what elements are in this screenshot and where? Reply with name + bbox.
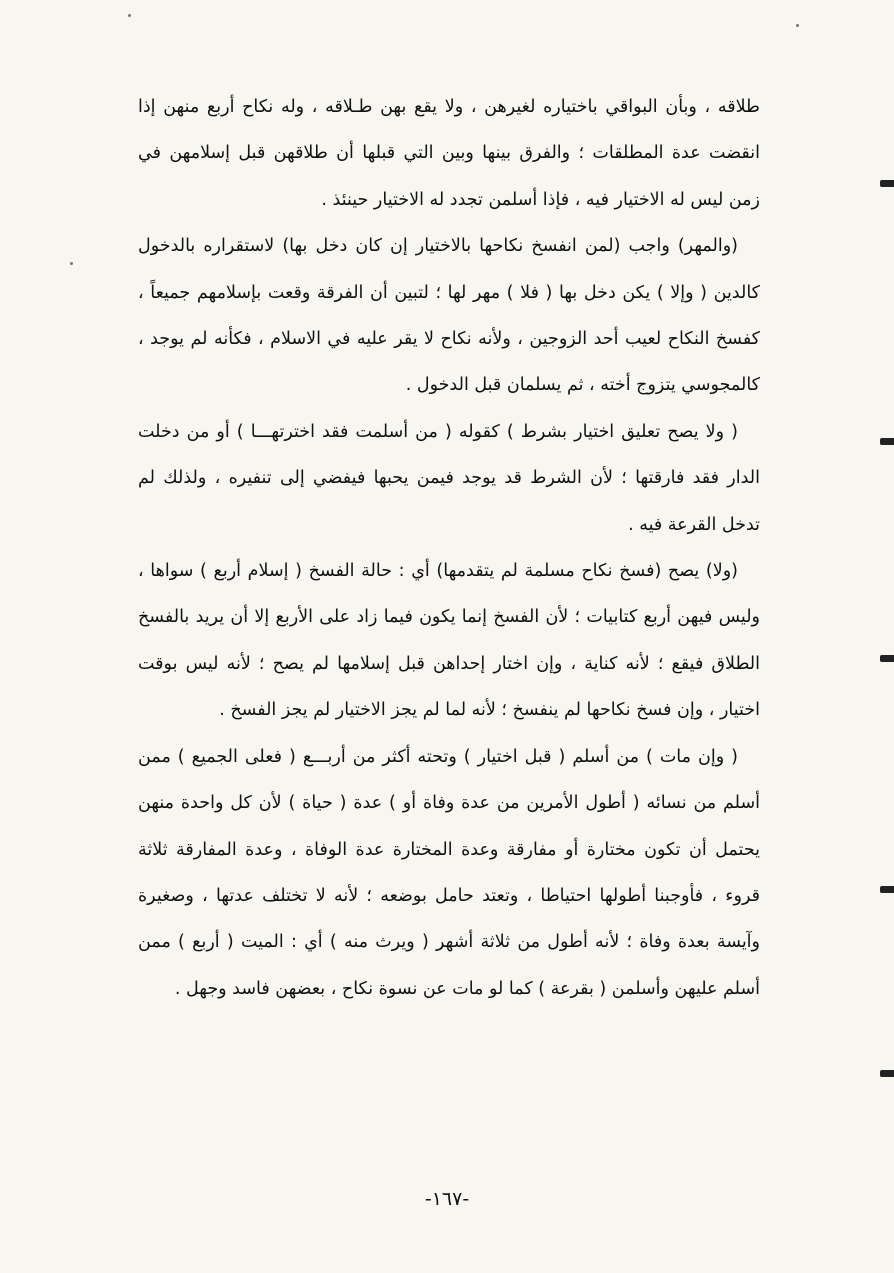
scan-speck [70,262,73,265]
page-number: -١٦٧- [424,1188,470,1210]
scan-edge-mark [880,438,894,445]
scan-speck [128,14,131,17]
paragraph-3: ( ولا يصح تعليق اختيار بشرط ) كقوله ( من أسلمت فقد اخترتهـــا ) أو من دخلت الدار فقد فارقتها ؛ لأن الشرط قد يوجد فيمن يحبها فيفضي إلى تنفيره ، ولذلك لم تدخل القرعة فيه . [138,421,760,535]
page-body-text [138,84,760,1012]
scan-edge-mark [880,180,894,187]
scan-speck [796,24,799,27]
scan-edge-mark [880,886,894,893]
paragraph-4: (ولا) يصح (فسخ نكاح مسلمة لم يتقدمها) أي : حالة الفسخ ( إسلام أربع ) سواها ، وليس فيهن أربع كتابيات ؛ لأن الفسخ إنما يكون فيما زاد على الأربع إلا أن يريد بالفسخ الطلاق فيقع ؛ لأنه كناية ، وإن اختار إحداهن قبل إسلامها لم يصح ؛ لأنه ليس بوقت اختيار ، وإن فسخ نكاحها لم ينفسخ ؛ لأنه لما لم يجز الاختيار لم يجز الفسخ . [138,561,760,721]
paragraph-1: طلاقه ، وبأن البواقي باختياره لغيرهن ، ولا يقع بهن طـلاقه ، وله نكاح أربع منهن إذا انقضت عدة المطلقات ؛ والفرق بينها وبين التي قبلها أن طلاقهن قبل إسلامهن في زمن ليس له الاختيار فيه ، فإذا أسلمن تجدد له الاختيار حينئذ . [138,97,760,210]
scan-edge-mark [880,1070,894,1077]
paragraph-2: (والمهر) واجب (لمن انفسخ نكاحها بالاختيار إن كان دخل بها) لاستقراره بالدخول كالدين ( وإلا ) يكن دخل بها ( فلا ) مهر لها ؛ لتبين أن الفرقة وقعت بإسلامهم جميعاً ، كفسخ النكاح لعيب أحد الزوجين ، ولأنه نكاح لا يقر عليه في الاسلام ، فكأنه لم يوجد ، كالمجوسي يتزوج أخته ، ثم يسلمان قبل الدخول . [138,236,760,396]
scan-edge-mark [880,655,894,662]
paragraph-5: ( وإن مات ) من أسلم ( قبل اختيار ) وتحته أكثر من أربـــع ( فعلى الجميع ) ممن أسلم من نسائه ( أطول الأمرين من عدة وفاة أو ) عدة ( حياة ) لأن كل واحدة منهن يحتمل أن تكون مختارة أو مفارقة وعدة المختارة عدة الوفاة ، وعدة المفارقة ثلاثة قروء ، فأوجبنا أطولها احتياطا ، وتعتد حامل بوضعه ؛ لأنه لا تختلف عدتها ، وصغيرة وآيسة بعدة وفاة ؛ لأنه أطول من ثلاثة أشهر ( ويرث منه ) أي : الميت ( أربع ) ممن أسلم عليهن وأسلمن ( بقرعة ) كما لو مات عن نسوة نكاح ، بعضهن فاسد وجهل . [138,746,760,999]
